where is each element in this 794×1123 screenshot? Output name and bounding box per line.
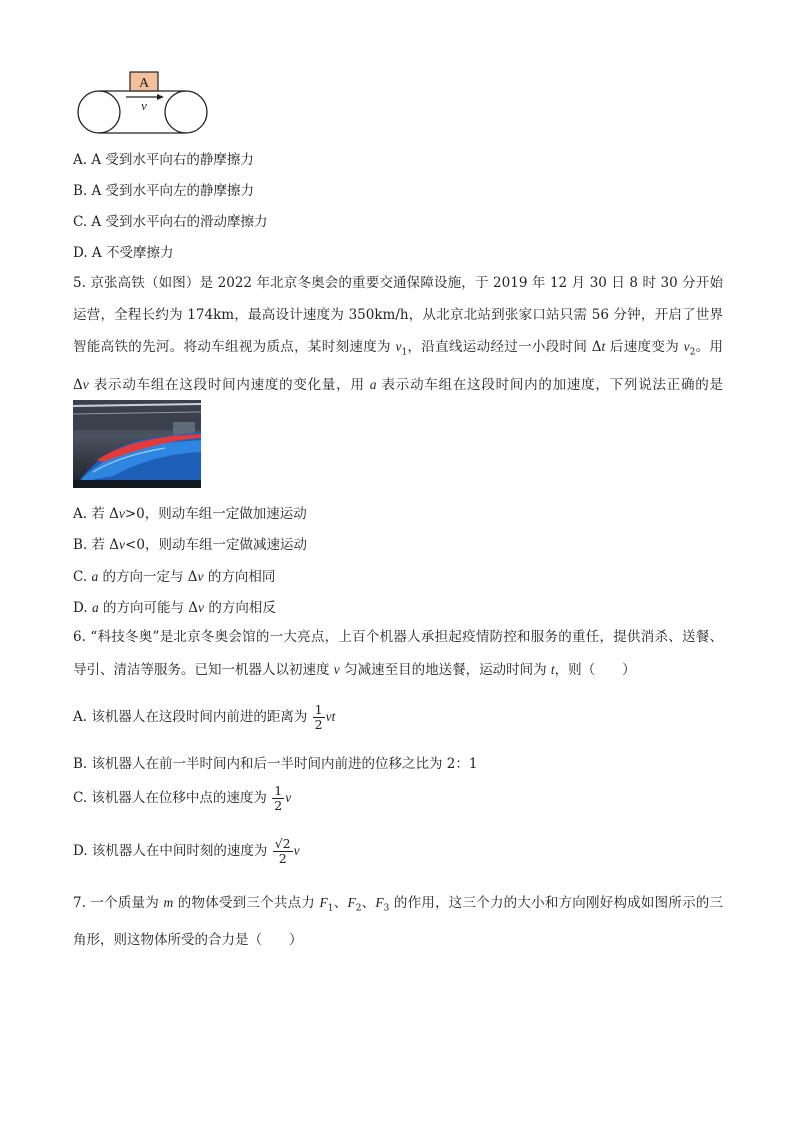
left-pulley — [78, 91, 120, 133]
q6-option-c: C. 该机器人在位移中点的速度为 $\frac{1}{2}$ v — [73, 783, 292, 813]
train-illustration — [73, 400, 201, 488]
right-pulley — [165, 91, 207, 133]
q4-option-d: D. A 不受摩擦力 — [73, 245, 174, 261]
box-a-label: A — [138, 76, 150, 91]
q5-stem: 5. 京张高铁（如图）是 2022 年北京冬奥会的重要交通保障设施，于 2019 年 12 月 30 日 8 时 30 分开始运营，全程长约为 174km，最高设计速度为 350km/h，从北京北站到张家口站只需 56 分钟，开启了世界智能高铁的先河。将动车组视为质点，某时刻速度为 $v_1$，沿直线运动经过一小段时间 Δt 后速度变为 $v_2$。用 Δv 表示动车组在这段时间内速度的变化量，用 a 表示动车组在这段时间内的加速度，下列说法正确的是 — [73, 275, 724, 394]
velocity-label: v — [141, 98, 147, 113]
q6-option-d: D. 该机器人在中间时刻的速度为 $\frac{√2}{2}$ v — [73, 836, 300, 866]
high-speed-train-photo — [73, 400, 201, 488]
conveyor-belt-figure — [76, 70, 210, 136]
q6-stem: 6. “科技冬奥”是北京冬奥会馆的一大亮点，上百个机器人承担起疫情防控和服务的重任，提供消杀、送餐、导引、清洁等服务。已知一机器人以初速度 v 匀减速至目的地送餐，运动时间为 t，则（ ） — [73, 629, 723, 678]
q5-option-d: D. a 的方向可能与 Δv 的方向相反 — [73, 600, 276, 616]
q7-stem: 7. 一个质量为 m 的物体受到三个共点力 $F_1$、$F_2$、$F_3$ 的作用，这三个力的大小和方向刚好构成如图所示的三角形，则这物体所受的合力是（ ） — [73, 895, 724, 949]
q6-option-a: A. 该机器人在这段时间内前进的距离为 $\frac{1}{2}$ vt — [73, 702, 336, 732]
velocity-arrowhead — [157, 94, 164, 100]
fraction-root2-over-2: $\frac{√2}{2}$ — [274, 836, 291, 866]
q5-option-b: B. 若 Δv<0，则动车组一定做减速运动 — [73, 537, 307, 553]
q4-option-c: C. A 受到水平向右的滑动摩擦力 — [73, 214, 268, 230]
q6-option-b: B. 该机器人在前一半时间内和后一半时间内前进的位移之比为 2：1 — [73, 756, 478, 772]
q4-option-a: A. A 受到水平向右的静摩擦力 — [73, 152, 254, 168]
q5-option-a: A. 若 Δv>0，则动车组一定做加速运动 — [73, 506, 307, 522]
fraction-one-half: $\frac{1}{2}$ — [314, 702, 323, 732]
q5-option-c: C. a 的方向一定与 Δv 的方向相同 — [73, 569, 276, 585]
q4-option-b: B. A 受到水平向左的静摩擦力 — [73, 183, 255, 199]
fraction-one-half: $\frac{1}{2}$ — [274, 783, 283, 813]
